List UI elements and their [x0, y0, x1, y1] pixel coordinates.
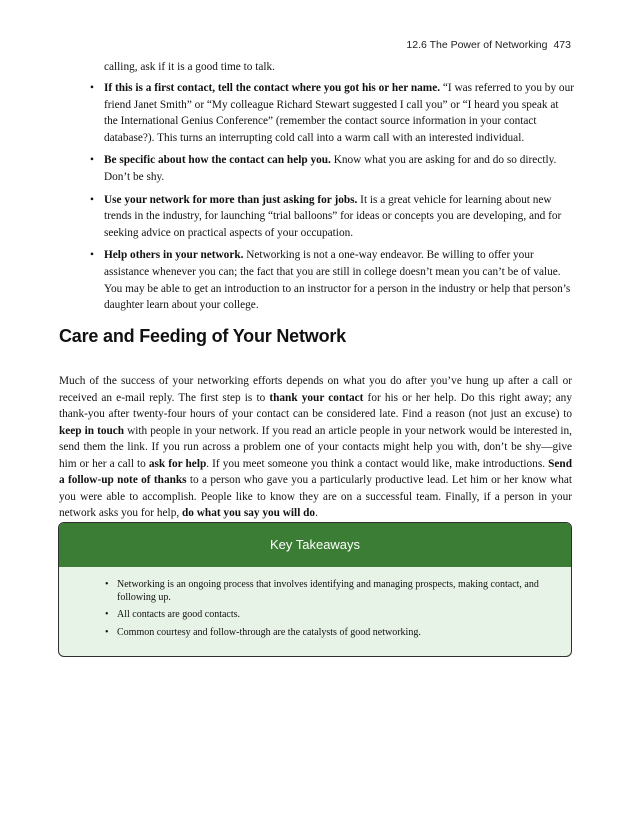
bullet-text: It is a great vehicle for learning about new trends in the industry, for launching “trial balloons” for ideas or concepts you are developing, and for seeking advice on practical aspects of your occupation.: [104, 193, 562, 239]
paragraph-text: . If you meet someone you think a contact would like, make introductions.: [206, 457, 549, 470]
key-takeaways-box: [58, 522, 572, 657]
emphasis: thank your contact: [269, 391, 364, 404]
body-paragraph: [59, 373, 572, 522]
paragraph-text: to a person who gave you a particularly productive lead. Let him or her know what you were able to accomplish. People like to know they are on a successful team. Finally, if a person in your network asks you for help,: [59, 474, 572, 519]
section-title: Care and Feeding of Your Network: [59, 326, 346, 346]
continuation-text: calling, ask if it is a good time to talk.: [104, 61, 275, 73]
paragraph-text: for his or her help. Do this right away; any thank-you after twenty-four hours of your contact can be considered late. Find a reason (not just an excuse) to: [59, 391, 572, 420]
emphasis: Send a follow-up note of thanks: [59, 457, 572, 486]
emphasis: do what you say you will do: [182, 507, 316, 519]
bullet-text: Know what you are asking for and do so directly. Don’t be shy.: [104, 154, 557, 183]
list-item: [90, 80, 574, 146]
list-item: • Networking is an ongoing process that involves identifying and managing prospects, making contact, and following up.: [105, 579, 551, 604]
paragraph-text: .: [315, 507, 318, 519]
bullet-lead: Be specific about how the contact can help you.: [104, 154, 331, 167]
running-header: [406, 39, 571, 51]
emphasis: ask for help: [148, 457, 207, 470]
bullet-lead: Use your network for more than just asking for jobs.: [104, 193, 358, 206]
list-item: • Common courtesy and follow-through are the catalysts of good networking.: [105, 627, 551, 640]
bullet-lead: Help others in your network.: [104, 249, 244, 262]
bullet-text: “I was referred to you by our friend Janet Smith” or “My colleague Richard Stewart suggested I call you” or “I heard you speak at the International Genius Conference” (remember the contact source information in your contact database?). This turns an interrupting cold call into a warm call with an interested individual.: [104, 82, 574, 144]
bullet-lead: If this is a first contact, tell the contact where you got his or her name.: [104, 82, 441, 94]
emphasis: keep in touch: [59, 424, 125, 437]
bullet-text: Networking is not a one-way endeavor. Be willing to offer your assistance whenever you can; the fact that you are still in college doesn’t mean you can’t be of value. You may be able to get an introduction to an instructor for a person in the industry or help that person’s daughter learn about your college.: [104, 249, 571, 312]
paragraph-text: Much of the success of your networking efforts depends on what you do after you’ve hung up after a call or received an e-mail reply. The first step is to: [59, 375, 572, 404]
takeaways-list: [59, 567, 571, 639]
list-item: [90, 247, 574, 313]
page-number: 473: [553, 39, 571, 51]
key-takeaways-title: Key Takeaways: [59, 523, 571, 567]
section-label: 12.6 The Power of Networking: [406, 39, 548, 51]
paragraph-text: with people in your network. If you read an article people in your network would be interested in, send them the link. If you run across a problem one of your contacts might help you with, don’t be shy—give him or her a call to: [59, 424, 573, 470]
list-item: [90, 192, 574, 242]
list-item: [90, 152, 574, 185]
tips-list: [90, 80, 574, 320]
list-item: • All contacts are good contacts.: [105, 609, 551, 622]
